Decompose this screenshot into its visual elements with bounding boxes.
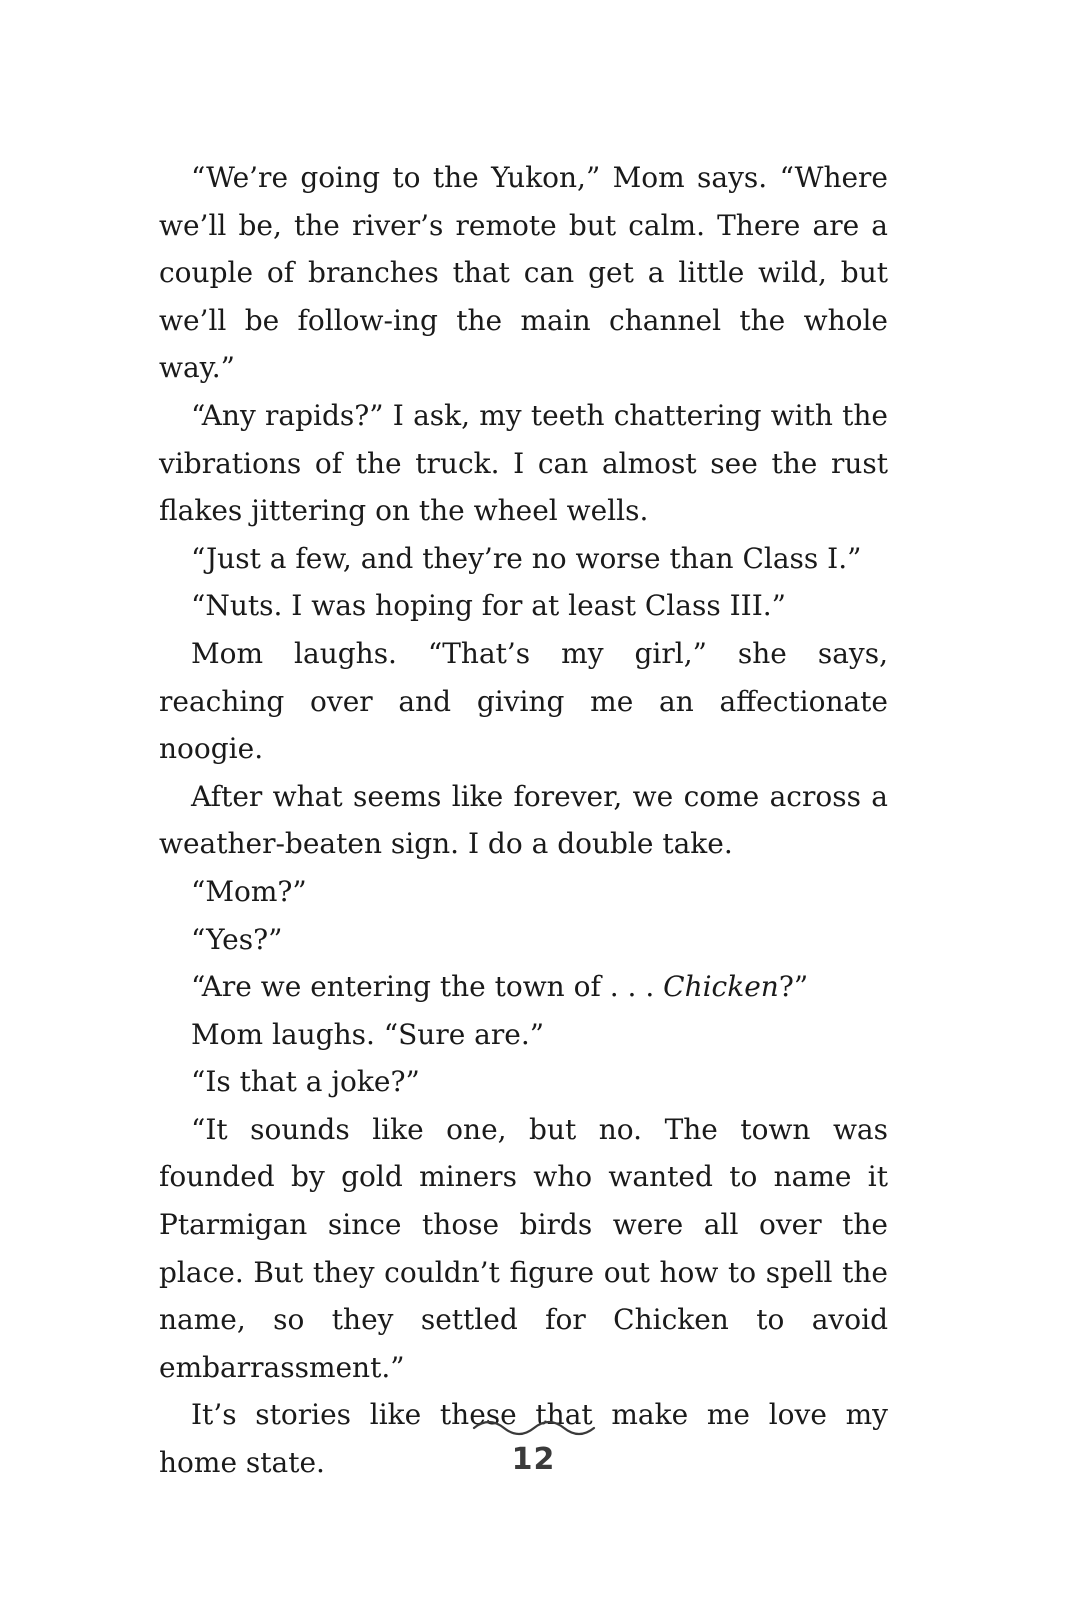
page-number: 12 [511, 1442, 556, 1477]
paragraph: “It sounds like one, but no. The town was founded by gold miners who wanted to name it Ptarmigan since those birds were all over the place. But they couldn’t figure out how to spell the name, so they settled for Chicken to avoid embarrassment.” [159, 1112, 888, 1384]
paragraph: “We’re going to the Yukon,” Mom says. “Where we’ll be, the river’s remote but calm. There are a couple of branches that can get a little wild, but we’ll be follow-ing the main channel the whole way.” [159, 161, 888, 385]
paragraph: Mom laughs. “That’s my girl,” she says, reaching over and giving me an affectionate noogie. [159, 636, 888, 766]
paragraph: “Just a few, and they’re no worse than Class I.” [191, 541, 862, 575]
paragraph: “Mom?” [191, 874, 307, 908]
paragraph: “Is that a joke?” [191, 1065, 420, 1099]
paragraph: “Nuts. I was hoping for at least Class III.” [191, 589, 786, 623]
page-footer [0, 1418, 1067, 1477]
paragraph-with-italic [159, 963, 888, 1011]
paragraph: Mom laughs. “Sure are.” [191, 1017, 545, 1051]
italic-word: Chicken [663, 970, 779, 1004]
wave-ornament-icon [472, 1418, 596, 1438]
paragraph: After what seems like forever, we come across a weather-beaten sign. I do a double take. [159, 779, 888, 861]
body-text [159, 154, 888, 1487]
paragraph: “Any rapids?” I ask, my teeth chattering with the vibrations of the truck. I can almost see the rust flakes jittering on the wheel wells. [159, 398, 888, 528]
text-segment: “Are we entering the town of . . . [191, 970, 664, 1004]
paragraph: It’s stories like these that make me love my home state. [159, 1398, 888, 1480]
text-segment: ?” [778, 970, 809, 1004]
paragraph: “Yes?” [191, 922, 283, 956]
